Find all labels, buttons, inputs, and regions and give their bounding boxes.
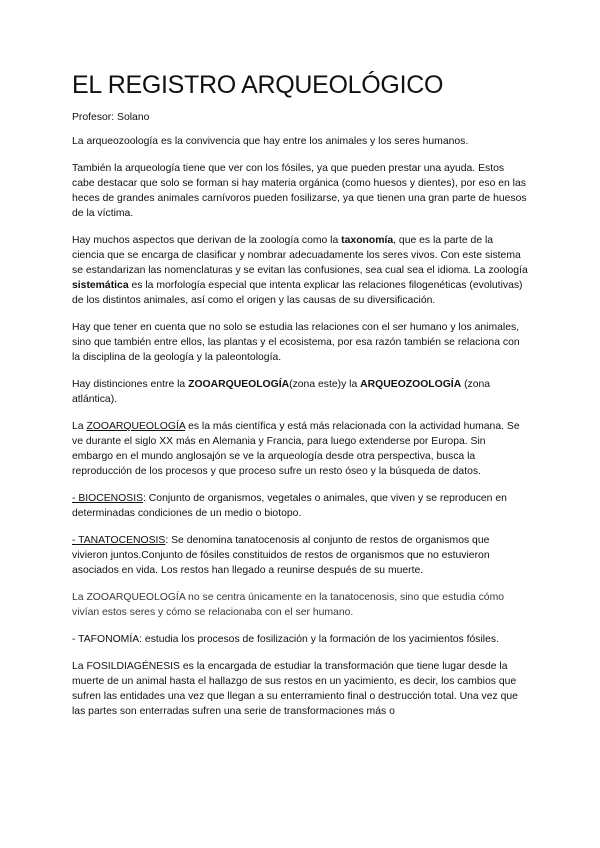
paragraph-fosildiagenesis: La FOSILDIAGÉNESIS es la encargada de estudiar la transformación que tiene lugar desde la muerte de un animal hasta el hallazgo de sus restos en un yacimiento, es decir, los cambios que sufren las entidades una vez que llegan a su enterramiento final o destrucción total. Una vez que las partes son enterradas sufren una serie de transformaciones más o [72,661,518,717]
term-taxonomia: taxonomía [341,235,394,246]
paragraph-tanatocenosis-note: La ZOOARQUEOLOGÍA no se centra únicamente en la tanatocenosis, sino que estudia cómo vivían estos seres y cómo se relacionaba con el ser humano. [72,592,505,618]
term-zooarqueologia-underlined: ZOOARQUEOLOGÍA [86,421,186,432]
term-sistematica: sistemática [72,280,129,291]
definition-tanatocenosis [72,533,528,578]
paragraph-arqueozoologia: La arqueozoología es la convivencia que hay entre los animales y los seres humanos. [72,136,469,147]
paragraph-distinciones [72,377,528,407]
document-body [72,68,528,719]
text-run: : Se denomina tanatocenosis al conjunto de restos de organismos que vivieron juntos.Conjunto de fósiles constituidos de restos de organismos que no estuvieron asociados en vida. Los restos han llegado a reunirse después de su muerte. [72,535,490,576]
text-run: : Conjunto de organismos, vegetales o animales, que viven y se reproducen en determinadas condiciones de un medio o biotopo. [72,493,507,519]
definition-tafonomia: - TAFONOMÍA: estudia los procesos de fosilización y la formación de los yacimientos fósiles. [72,634,499,645]
term-arqueozoologia: ARQUEOZOOLOGÍA [360,379,462,390]
definition-biocenosis [72,491,528,521]
text-run: es la más científica y está más relacionada con la actividad humana. Se ve durante el siglo XX más en Alemania y Francia, para luego extenderse por Europa. Sin embargo en el mundo anglosajón se ve la arqueología desde otra perspectiva, busca la reproducción de los procesos y que proceso sufre un resto óseo y la búsqueda de datos. [72,421,520,477]
term-tanatocenosis: - TANATOCENOSIS [72,535,166,546]
text-run: es la morfología especial que intenta explicar las relaciones filogenéticas (evolutivas) de los distintos animales, así como el origen y las causas de su diversificación. [72,280,523,306]
page-title: EL REGISTRO ARQUEOLÓGICO [72,71,444,99]
paragraph-zooarqueologia [72,419,528,479]
paragraph-taxonomia [72,233,528,308]
text-run: (zona este)y la [289,379,361,390]
paragraph-fosiles: También la arqueología tiene que ver con los fósiles, ya que pueden prestar una ayuda. Estos cabe destacar que solo se forman si hay materia orgánica (como huesos y dientes), por eso en las heces de grandes animales carnívoros pueden fosilizarse, ya que tienen una gran parte de huesos de la víctima. [72,163,527,219]
term-zooarqueologia: ZOOARQUEOLOGÍA [188,379,290,390]
text-run: (zona atlántica). [72,379,491,405]
text-run: La [72,421,87,432]
text-run: , que es la parte de la ciencia que se encarga de clasificar y nombrar adecuadamente los seres vivos. Con este sistema se estandarizan las nomenclaturas y se evitan las confusiones, sea cual sea el idioma. La zoología [72,235,528,276]
paragraph-relaciones: Hay que tener en cuenta que no solo se estudia las relaciones con el ser humano y los animales, sino que también entre ellos, las plantas y el ecosistema, por esa razón también se relaciona con la disciplina de la geología y la paleontología. [72,322,520,363]
text-run: Hay distinciones entre la [72,379,189,390]
text-run: Hay muchos aspectos que derivan de la zoología como la [72,235,342,246]
professor-line: Profesor: Solano [72,112,150,123]
term-biocenosis: - BIOCENOSIS [72,493,144,504]
